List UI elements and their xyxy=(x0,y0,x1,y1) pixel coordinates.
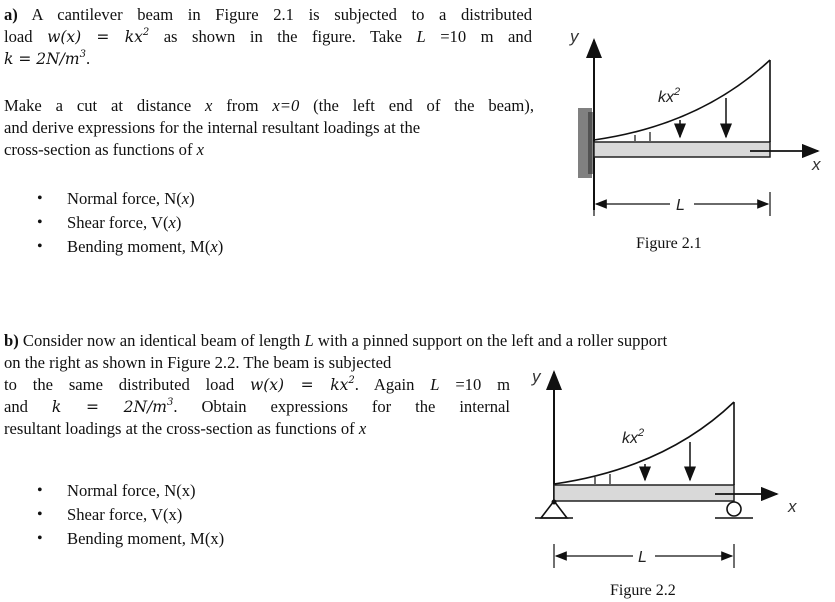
part-a-cut-line-1: Make a cut at distance x from x=0 (the left end of the beam), xyxy=(4,96,534,115)
list-item: • Bending moment, M(x) xyxy=(4,528,404,552)
distributed-load-curve xyxy=(554,402,734,484)
part-b-line-5: resultant loadings at the cross-section as functions of x xyxy=(4,419,367,438)
x-axis-label: x xyxy=(788,497,797,516)
y-axis-label: y xyxy=(532,367,541,386)
list-item: • Shear force, V(x) xyxy=(4,504,404,528)
part-a-bullet-list xyxy=(4,188,404,260)
list-item: • Normal force, N(x) xyxy=(4,480,404,504)
part-a-cut-line-2: and derive expressions for the internal resultant loadings at the xyxy=(4,118,421,137)
part-b-line-3: to the same distributed load $w(x) = kx^2$. Again L =10 m xyxy=(4,375,511,394)
list-item: • Normal force, N(x) xyxy=(4,188,404,212)
part-b-line-4: and $k = 2N/m^3$. Obtain expressions for the internal xyxy=(4,397,510,416)
figure-2-1 xyxy=(550,20,835,260)
part-a-cut-text xyxy=(4,95,534,161)
y-axis-label: y xyxy=(570,27,579,46)
figure-2-1-caption: Figure 2.1 xyxy=(636,235,702,252)
distributed-load-curve xyxy=(594,60,770,140)
part-b-line-1: b) Consider now an identical beam of length L with a pinned support on the left and a roller support xyxy=(4,331,668,350)
part-a-text xyxy=(4,4,532,70)
load-expression: $w(x) = kx^2$ xyxy=(47,27,150,46)
load-label: $kx^2$ xyxy=(658,86,681,106)
figure-2-2-caption: Figure 2.2 xyxy=(610,582,676,599)
list-item: • Shear force, V(x) xyxy=(4,212,404,236)
part-a-line-2: load $w(x) = kx^2$ as shown in the figure. Take L =10 m and xyxy=(4,27,532,46)
part-b-line-2: on the right as shown in Figure 2.2. The beam is subjected xyxy=(4,353,392,372)
roller-support xyxy=(715,502,753,518)
x-axis-label: x xyxy=(812,155,821,174)
k-expression: $k = 2N/m^3$ xyxy=(4,49,86,68)
part-b-bullet-list xyxy=(4,480,404,552)
length-label: L xyxy=(638,549,647,566)
pinned-support xyxy=(535,500,573,519)
part-b-label: b) xyxy=(4,331,19,350)
beam xyxy=(554,485,734,501)
figure-2-2 xyxy=(525,364,835,595)
part-b-text xyxy=(4,352,510,440)
length-label: L xyxy=(676,197,685,214)
beam xyxy=(594,142,770,157)
part-a-line-3: $k = 2N/m^3$. xyxy=(4,49,91,68)
load-label: $kx^2$ xyxy=(622,427,645,447)
list-item: • Bending moment, M(x) xyxy=(4,236,404,260)
part-a-line-1: a) A cantilever beam in Figure 2.1 is subjected to a distributed xyxy=(4,5,532,24)
part-a-label: a) xyxy=(4,5,18,24)
part-a-cut-line-3: cross-section as functions of x xyxy=(4,140,205,159)
